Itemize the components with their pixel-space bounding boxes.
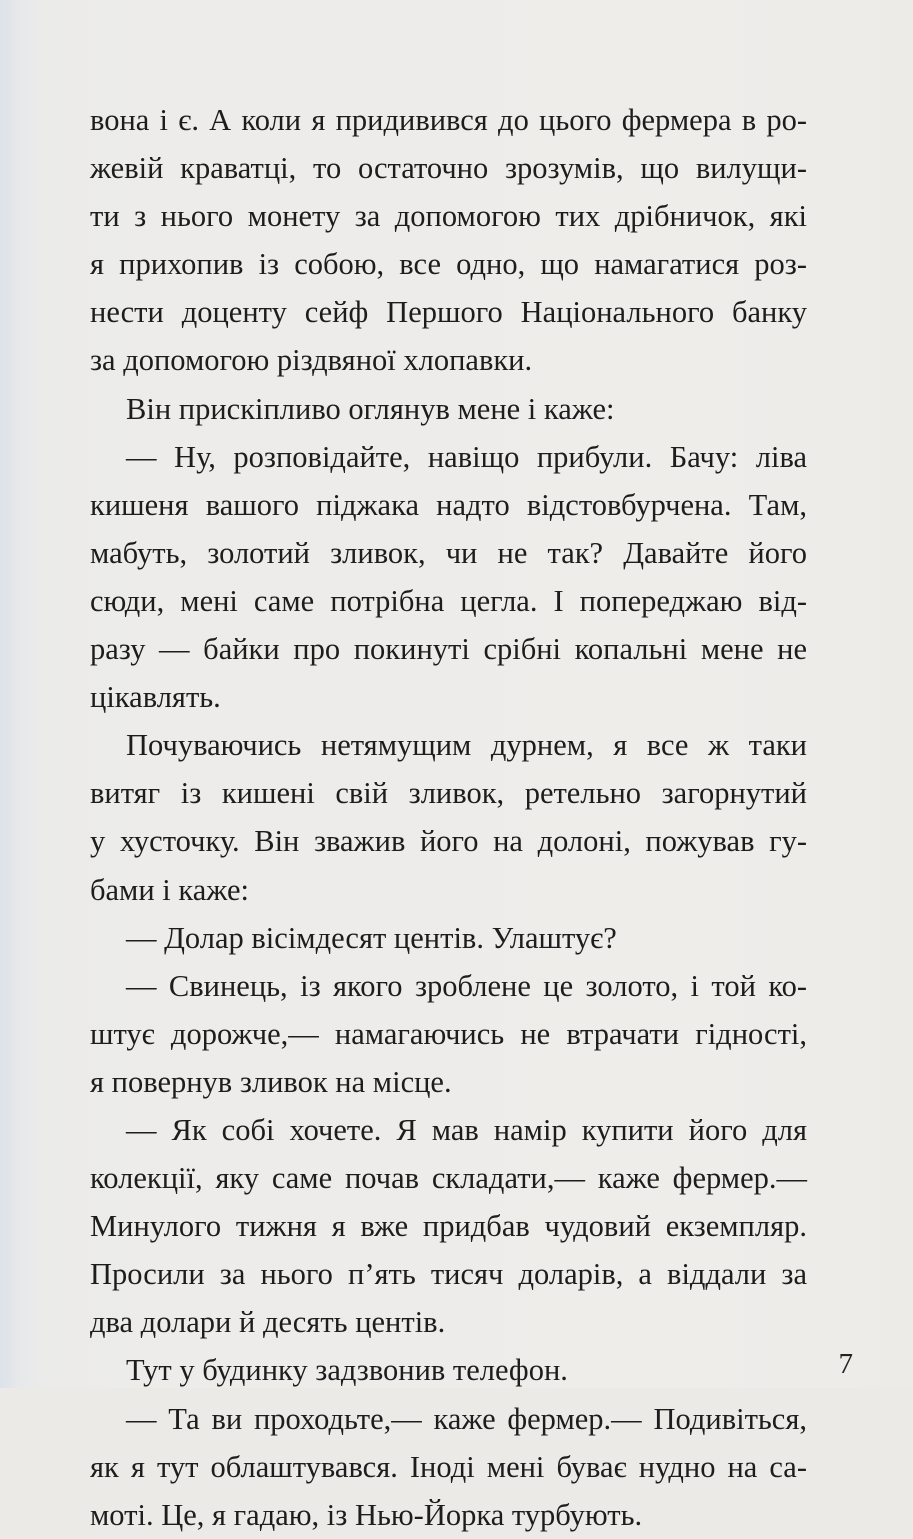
- text-line: Просили за нього п’ять тисяч доларів, а віддали за: [90, 1257, 807, 1292]
- text-line: Минулого тижня я вже придбав чудовий екземпляр.: [90, 1209, 807, 1244]
- text-line: колекції, яку саме почав складати,— каже фермер.—: [90, 1161, 807, 1196]
- text-line: кишеня вашого піджака надто відстовбурчена. Там,: [90, 487, 807, 522]
- text-line: — Свинець, із якого зроблене це золото, і той ко-: [126, 968, 807, 1003]
- text-line: — Як собі хочете. Я мав намір купити його для: [126, 1112, 807, 1147]
- paper-edge-shadow: [0, 0, 18, 1388]
- text-line: — Долар вісімдесят центів. Улаштує?: [126, 920, 617, 955]
- text-line: нести доценту сейф Першого Національного банку: [90, 295, 807, 330]
- text-line: ти з нього монету за допомогою тих дрібничок, які: [90, 199, 807, 234]
- text-line: мабуть, золотий зливок, чи не так? Давайте його: [90, 535, 807, 570]
- text-line: два долари й десять центів.: [90, 1305, 446, 1340]
- body-text: [90, 96, 807, 1539]
- text-line: я повернув зливок на місце.: [90, 1064, 452, 1099]
- text-line: Почуваючись нетямущим дурнем, я все ж таки: [126, 728, 807, 763]
- text-line: бами і каже:: [90, 872, 249, 907]
- text-line: Він прискіпливо оглянув мене і каже:: [126, 391, 615, 426]
- text-line: за допомогою різдвяної хлопавки.: [90, 343, 533, 378]
- text-line: разу — байки про покинуті срібні копальні мене не: [90, 632, 807, 667]
- text-line: витяг із кишені свій зливок, ретельно загорнутий: [90, 776, 807, 811]
- text-line: Тут у будинку задзвонив телефон.: [126, 1353, 568, 1388]
- text-line: — Ну, розповідайте, навіщо прибули. Бачу: ліва: [126, 439, 807, 474]
- text-line: цікавлять.: [90, 680, 221, 715]
- text-line: у хусточку. Він зважив його на долоні, пожував гу-: [90, 824, 807, 859]
- text-line: як я тут облаштувався. Іноді мені буває нудно на са-: [90, 1449, 807, 1484]
- text-line: сюди, мені саме потрібна цегла. І попереджаю від-: [90, 583, 807, 618]
- text-line: — Та ви проходьте,— каже фермер.— Подивіться,: [126, 1401, 807, 1436]
- text-line: моті. Це, я гадаю, із Нью-Йорка турбують.: [90, 1497, 643, 1532]
- text-line: штує дорожче,— намагаючись не втрачати гідності,: [90, 1016, 807, 1051]
- text-line: жевій краватці, то остаточно зрозумів, що вилущи-: [90, 151, 807, 186]
- text-line: я прихопив із собою, все одно, що намагатися роз-: [90, 247, 807, 282]
- page-number: 7: [838, 1348, 853, 1380]
- text-line: вона і є. А коли я придивився до цього фермера в ро-: [90, 103, 807, 137]
